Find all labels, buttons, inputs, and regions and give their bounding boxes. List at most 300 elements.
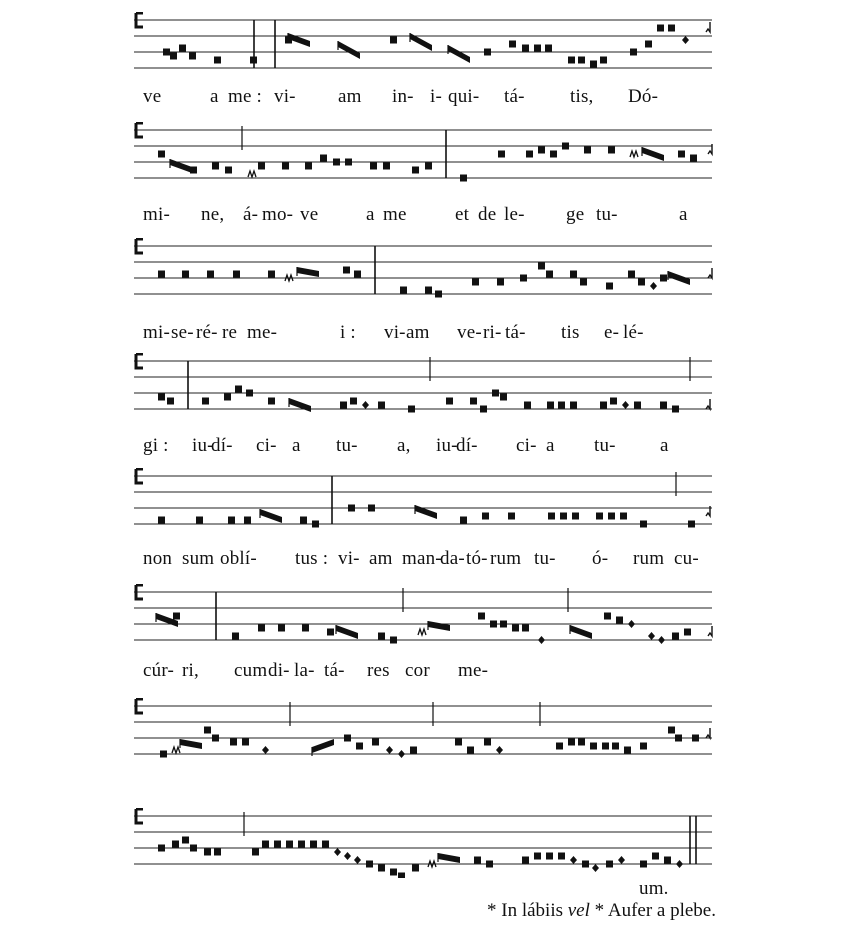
punctum-note <box>606 861 613 868</box>
punctum-note <box>214 849 221 856</box>
chant-system-6 <box>0 584 850 684</box>
punctum-note <box>546 271 553 278</box>
syllable: in- <box>392 86 414 107</box>
punctum-note <box>640 861 647 868</box>
syllable: ve <box>300 204 319 225</box>
punctum-note <box>302 625 309 632</box>
syllable: cum <box>234 660 268 681</box>
punctum-note <box>163 49 170 56</box>
punctum-note <box>690 155 697 162</box>
syllable: me- <box>458 660 489 681</box>
punctum-note <box>172 841 179 848</box>
punctum-note <box>634 402 641 409</box>
punctum-note <box>600 57 607 64</box>
punctum-note <box>480 406 487 413</box>
rhombus-note <box>538 636 545 644</box>
lyrics-line-6 <box>0 660 850 690</box>
rhombus-note <box>262 746 269 754</box>
syllable: ó- <box>592 548 609 569</box>
punctum-note <box>497 279 504 286</box>
punctum-note <box>250 57 257 64</box>
syllable: am <box>406 322 430 343</box>
punctum-note <box>620 513 627 520</box>
syllable: res <box>367 660 390 681</box>
porrectus-stroke <box>336 625 358 639</box>
punctum-note <box>500 394 507 401</box>
punctum-note <box>684 629 691 636</box>
punctum-note <box>207 271 214 278</box>
punctum-note <box>340 402 347 409</box>
punctum-note <box>460 517 467 524</box>
punctum-note <box>692 735 699 742</box>
punctum-note <box>230 739 237 746</box>
punctum-note <box>578 739 585 746</box>
syllable: a <box>679 204 688 225</box>
footnote-after: * Aufer a plebe. <box>594 900 716 921</box>
punctum-note <box>235 386 242 393</box>
footnote-before: * In lábiis <box>487 900 563 921</box>
syllable: me- <box>247 322 278 343</box>
punctum-note <box>484 49 491 56</box>
rhombus-note <box>648 632 655 640</box>
punctum-note <box>624 747 631 754</box>
rhombus-note <box>622 401 629 409</box>
punctum-note <box>602 743 609 750</box>
lyrics-line-4 <box>0 435 850 465</box>
punctum-note <box>524 402 531 409</box>
porrectus-stroke <box>260 509 282 523</box>
punctum-note <box>285 37 292 44</box>
syllable: tu- <box>534 548 556 569</box>
punctum-note <box>170 53 177 60</box>
punctum-note <box>383 163 390 170</box>
punctum-note <box>446 398 453 405</box>
punctum-note <box>354 271 361 278</box>
staff-4 <box>0 353 850 423</box>
punctum-note <box>228 517 235 524</box>
punctum-note <box>558 853 565 860</box>
syllable: et <box>455 204 470 225</box>
lyrics-line-5 <box>0 548 850 578</box>
porrectus-stroke <box>570 625 592 639</box>
footnote <box>0 900 716 922</box>
punctum-note <box>470 398 477 405</box>
syllable: Dó- <box>628 86 659 107</box>
syllable: am <box>338 86 362 107</box>
punctum-note <box>498 151 505 158</box>
syllable: ci- <box>516 435 537 456</box>
punctum-note <box>568 57 575 64</box>
punctum-note <box>400 287 407 294</box>
punctum-note <box>158 271 165 278</box>
punctum-note <box>278 625 285 632</box>
punctum-note <box>492 390 499 397</box>
rhombus-note <box>334 848 341 856</box>
punctum-note <box>425 287 432 294</box>
rhombus-note <box>628 620 635 628</box>
syllable: le- <box>504 204 525 225</box>
punctum-note <box>412 865 419 872</box>
porrectus-stroke <box>438 853 460 863</box>
punctum-note <box>182 271 189 278</box>
punctum-note <box>509 41 516 48</box>
punctum-note <box>408 406 415 413</box>
porrectus-stroke <box>338 41 360 59</box>
punctum-note <box>478 613 485 620</box>
punctum-note <box>570 271 577 278</box>
punctum-note <box>202 398 209 405</box>
punctum-note <box>596 513 603 520</box>
syllable: ve- <box>457 322 482 343</box>
syllable: vi- <box>338 548 360 569</box>
punctum-note <box>580 279 587 286</box>
rhombus-note <box>354 856 361 864</box>
punctum-note <box>252 849 259 856</box>
punctum-note <box>612 743 619 750</box>
custos-mark <box>708 626 712 636</box>
punctum-note <box>668 25 675 32</box>
punctum-note <box>370 163 377 170</box>
punctum-note <box>204 849 211 856</box>
porrectus-stroke <box>312 739 334 753</box>
quilisma-note <box>630 151 638 157</box>
rhombus-note <box>344 852 351 860</box>
syllable: tá- <box>504 86 525 107</box>
syllable: non <box>143 548 173 569</box>
syllable: a <box>660 435 669 456</box>
punctum-note <box>522 45 529 52</box>
syllable: cu- <box>674 548 699 569</box>
punctum-note <box>333 159 340 166</box>
syllable: da- <box>440 548 465 569</box>
punctum-note <box>688 521 695 528</box>
punctum-note <box>560 513 567 520</box>
punctum-note <box>578 57 585 64</box>
chant-system-4 <box>0 353 850 456</box>
punctum-note <box>582 861 589 868</box>
syllable: a <box>546 435 555 456</box>
punctum-note <box>538 263 545 270</box>
rhombus-note <box>676 860 683 868</box>
syllable: la- <box>294 660 315 681</box>
syllable: um. <box>639 878 669 899</box>
punctum-note <box>390 869 397 876</box>
syllable: a <box>366 204 375 225</box>
punctum-note <box>508 513 515 520</box>
punctum-note <box>660 402 667 409</box>
punctum-note <box>558 402 565 409</box>
punctum-note <box>640 521 647 528</box>
syllable: cúr- <box>143 660 175 681</box>
punctum-note <box>320 155 327 162</box>
punctum-note <box>435 291 442 298</box>
punctum-note <box>190 845 197 852</box>
syllable: ne, <box>201 204 225 225</box>
punctum-note <box>189 53 196 60</box>
punctum-note <box>562 143 569 150</box>
punctum-note <box>616 617 623 624</box>
punctum-note <box>467 747 474 754</box>
porrectus-stroke <box>642 147 664 161</box>
punctum-note <box>190 167 197 174</box>
chant-system-2 <box>0 122 850 225</box>
punctum-note <box>158 394 165 401</box>
chant-system-7 <box>0 698 850 788</box>
syllable: dí- <box>456 435 478 456</box>
syllable: iu- <box>436 435 458 456</box>
chant-system-8 <box>0 808 850 898</box>
syllable: man- <box>402 548 442 569</box>
punctum-note <box>348 505 355 512</box>
syllable: i- <box>430 86 443 107</box>
punctum-note <box>378 633 385 640</box>
punctum-note <box>232 633 239 640</box>
syllable: re <box>222 322 238 343</box>
quilisma-note <box>172 747 180 753</box>
syllable: rum <box>490 548 522 569</box>
punctum-note <box>608 513 615 520</box>
syllable: ge <box>566 204 585 225</box>
porrectus-stroke <box>448 45 470 63</box>
punctum-note <box>158 517 165 524</box>
punctum-note <box>645 41 652 48</box>
syllable: di- <box>268 660 290 681</box>
punctum-note <box>158 845 165 852</box>
syllable: á- <box>243 204 259 225</box>
punctum-note <box>350 398 357 405</box>
chant-system-3 <box>0 238 850 343</box>
punctum-note <box>310 841 317 848</box>
punctum-note <box>660 275 667 282</box>
punctum-note <box>534 45 541 52</box>
punctum-note <box>412 167 419 174</box>
syllable: a <box>210 86 219 107</box>
syllable: me : <box>228 86 263 107</box>
punctum-note <box>526 151 533 158</box>
punctum-note <box>556 743 563 750</box>
punctum-note <box>327 629 334 636</box>
syllable: tá- <box>505 322 526 343</box>
punctum-note <box>672 633 679 640</box>
rhombus-note <box>496 746 503 754</box>
syllable: ri- <box>483 322 502 343</box>
punctum-note <box>484 739 491 746</box>
syllable: cor <box>405 660 430 681</box>
punctum-note <box>548 513 555 520</box>
punctum-note <box>305 163 312 170</box>
chant-system-1 <box>0 12 850 112</box>
punctum-note <box>343 267 350 274</box>
punctum-note <box>214 57 221 64</box>
punctum-note <box>638 279 645 286</box>
syllable: i : <box>340 322 356 343</box>
custos-mark <box>706 728 710 738</box>
punctum-note <box>268 398 275 405</box>
punctum-note <box>610 398 617 405</box>
punctum-note <box>522 625 529 632</box>
rhombus-note <box>650 282 657 290</box>
punctum-note <box>300 517 307 524</box>
punctum-note <box>182 837 189 844</box>
syllable: tu- <box>596 204 618 225</box>
punctum-note <box>212 735 219 742</box>
staff-8 <box>0 808 850 878</box>
punctum-note <box>640 743 647 750</box>
punctum-note <box>378 402 385 409</box>
rhombus-note <box>570 856 577 864</box>
punctum-note <box>244 517 251 524</box>
punctum-note <box>160 751 167 758</box>
punctum-note <box>262 841 269 848</box>
punctum-note <box>604 613 611 620</box>
punctum-note <box>590 61 597 68</box>
syllable: ci- <box>256 435 277 456</box>
punctum-note <box>282 163 289 170</box>
punctum-note <box>368 505 375 512</box>
punctum-note <box>534 853 541 860</box>
punctum-note <box>490 621 497 628</box>
punctum-note <box>474 857 481 864</box>
punctum-note <box>298 841 305 848</box>
rhombus-note <box>682 36 689 44</box>
lyrics-line-1 <box>0 86 850 116</box>
staff-3 <box>0 238 850 308</box>
punctum-note <box>657 25 664 32</box>
syllable: rum <box>633 548 665 569</box>
punctum-note <box>572 513 579 520</box>
punctum-note <box>652 853 659 860</box>
syllable: a, <box>397 435 411 456</box>
rhombus-note <box>618 856 625 864</box>
porrectus-stroke <box>297 267 319 277</box>
punctum-note <box>179 45 186 52</box>
punctum-note <box>455 739 462 746</box>
syllable: vi- <box>274 86 296 107</box>
punctum-note <box>520 275 527 282</box>
syllable: dí- <box>211 435 233 456</box>
syllable: tu- <box>336 435 358 456</box>
porrectus-stroke <box>180 739 202 749</box>
punctum-note <box>196 517 203 524</box>
syllable: a <box>292 435 301 456</box>
syllable: am <box>369 548 393 569</box>
punctum-note <box>500 621 507 628</box>
staff-7 <box>0 698 850 768</box>
punctum-note <box>167 398 174 405</box>
punctum-note <box>356 743 363 750</box>
punctum-note <box>512 625 519 632</box>
punctum-note <box>545 45 552 52</box>
staff-2 <box>0 122 850 192</box>
punctum-note <box>590 743 597 750</box>
punctum-note <box>268 271 275 278</box>
syllable: lé- <box>623 322 644 343</box>
rhombus-note <box>592 864 599 872</box>
punctum-note <box>258 625 265 632</box>
syllable: mi- <box>143 204 170 225</box>
punctum-note <box>472 279 479 286</box>
syllable: qui- <box>448 86 480 107</box>
punctum-note <box>668 727 675 734</box>
punctum-note <box>425 163 432 170</box>
punctum-note <box>606 283 613 290</box>
syllable: mo- <box>262 204 294 225</box>
punctum-note <box>672 406 679 413</box>
punctum-note <box>372 739 379 746</box>
punctum-note <box>664 857 671 864</box>
punctum-note <box>584 147 591 154</box>
punctum-note <box>322 841 329 848</box>
punctum-note <box>486 861 493 868</box>
punctum-note <box>158 151 165 158</box>
punctum-note <box>345 159 352 166</box>
custos-mark <box>708 268 712 278</box>
custos-mark <box>706 399 710 409</box>
punctum-note <box>410 747 417 754</box>
punctum-note <box>246 390 253 397</box>
syllable: sum <box>182 548 215 569</box>
quilisma-note <box>248 171 256 177</box>
punctum-note <box>547 402 554 409</box>
punctum-note <box>522 857 529 864</box>
punctum-note <box>538 147 545 154</box>
punctum-note <box>225 167 232 174</box>
punctum-note <box>675 735 682 742</box>
punctum-note <box>568 739 575 746</box>
syllable: tus : <box>295 548 329 569</box>
porrectus-stroke <box>170 159 192 173</box>
punctum-note <box>570 402 577 409</box>
lyrics-line-2 <box>0 204 850 234</box>
staff-6 <box>0 584 850 654</box>
punctum-note <box>600 402 607 409</box>
punctum-note <box>390 37 397 44</box>
porrectus-stroke <box>428 621 450 631</box>
syllable: tó- <box>466 548 488 569</box>
syllable: iu- <box>192 435 214 456</box>
syllable: gi : <box>143 435 169 456</box>
syllable: me <box>383 204 407 225</box>
porrectus-stroke <box>668 271 690 285</box>
syllable: ri, <box>182 660 199 681</box>
lyrics-line-3 <box>0 322 850 352</box>
staff-1 <box>0 12 850 82</box>
punctum-note <box>628 271 635 278</box>
punctum-note <box>233 271 240 278</box>
punctum-note <box>390 637 397 644</box>
syllable: tu- <box>594 435 616 456</box>
punctum-note <box>258 163 265 170</box>
syllable: tis <box>561 322 580 343</box>
rhombus-note <box>658 636 665 644</box>
chant-system-5 <box>0 468 850 568</box>
syllable: vi- <box>384 322 406 343</box>
syllable: oblí- <box>220 548 257 569</box>
punctum-note <box>630 49 637 56</box>
punctum-note <box>344 735 351 742</box>
staff-5 <box>0 468 850 538</box>
punctum-note <box>312 521 319 528</box>
custos-mark <box>706 22 710 32</box>
syllable: e- <box>604 322 620 343</box>
rhombus-note <box>386 746 393 754</box>
syllable: ré- <box>196 322 218 343</box>
quilisma-note <box>418 629 426 635</box>
punctum-note <box>212 163 219 170</box>
punctum-note <box>482 513 489 520</box>
punctum-note <box>378 865 385 872</box>
footnote-italic: vel <box>567 900 590 921</box>
